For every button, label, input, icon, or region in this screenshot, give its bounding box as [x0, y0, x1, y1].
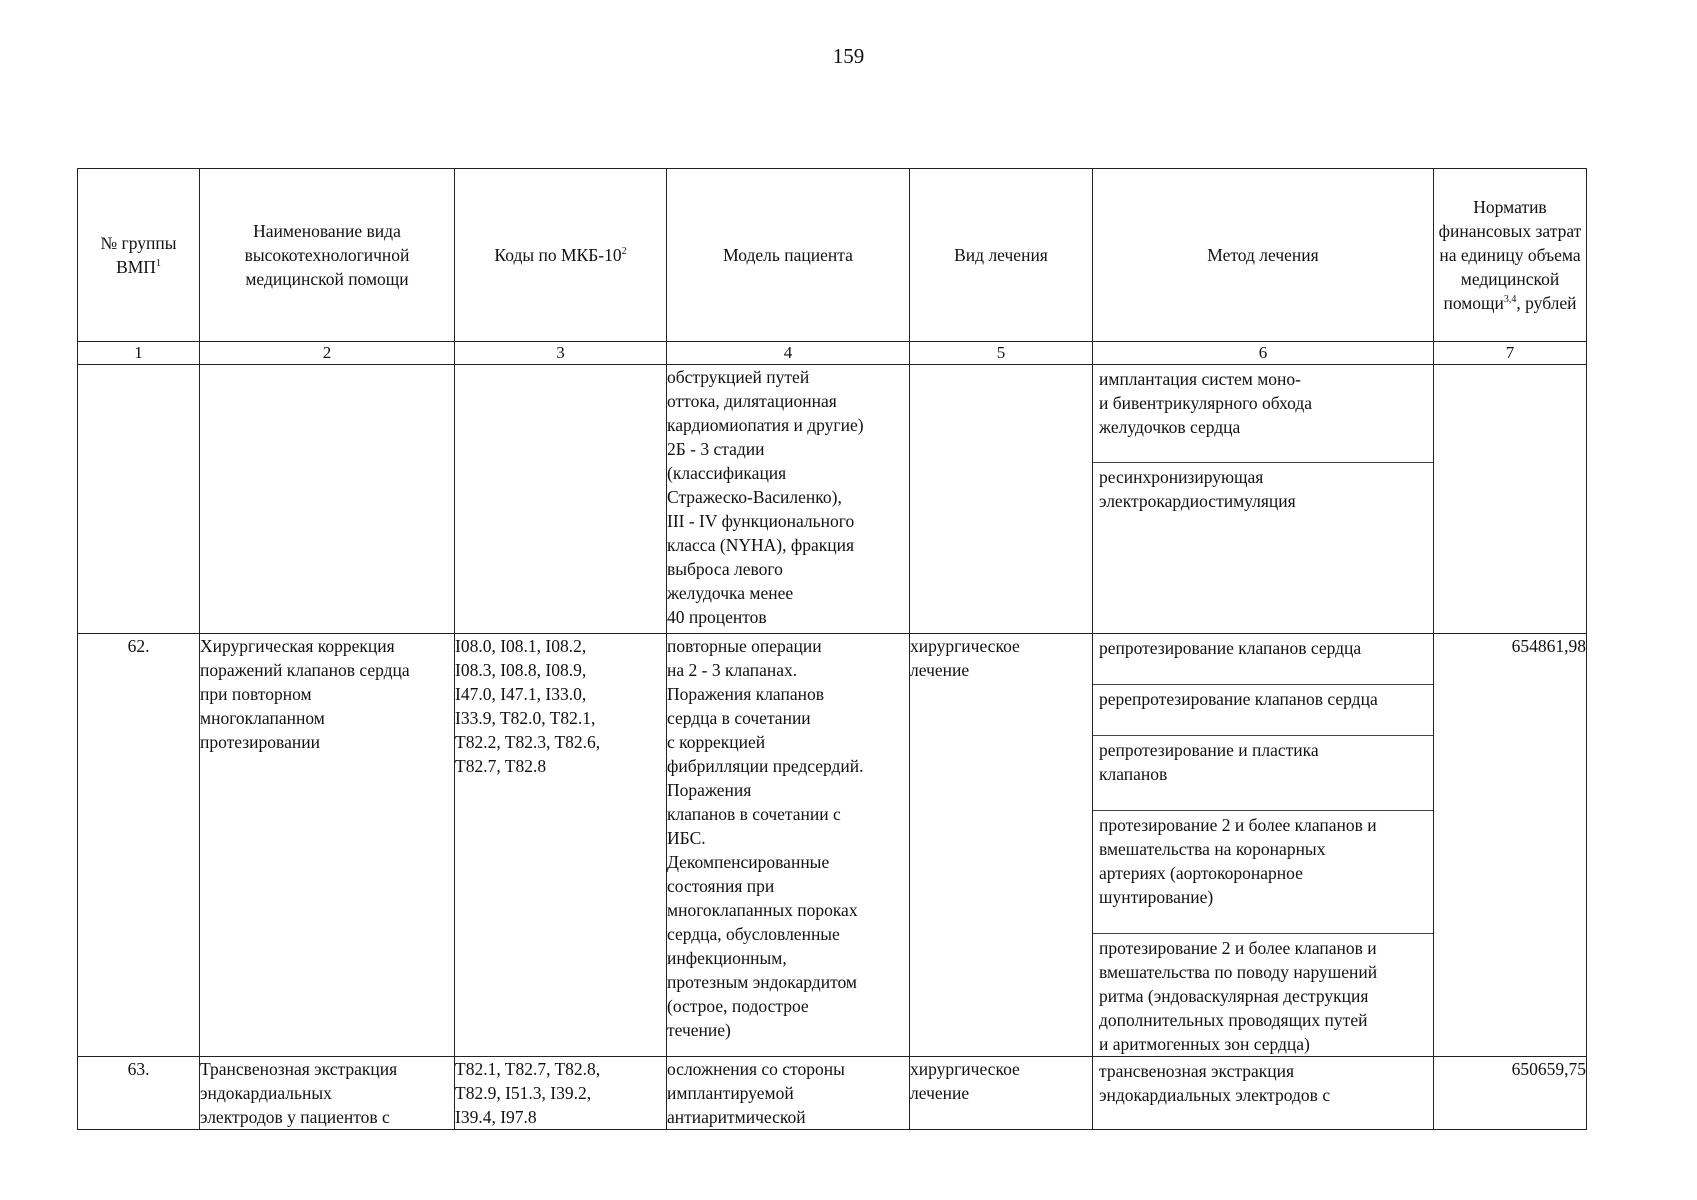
column-number: 5 [910, 342, 1093, 365]
group-number: 62. [78, 634, 200, 1057]
column-number: 6 [1093, 342, 1434, 365]
icd-codes [455, 365, 667, 634]
column-number: 1 [78, 342, 200, 365]
column-number: 4 [667, 342, 910, 365]
patient-model: осложнения со стороны имплантируемой антиаритмической [667, 1057, 910, 1130]
treatment-method: трансвенозная экстракция эндокардиальных электродов с [1099, 1061, 1331, 1105]
icd-codes: T82.1, T82.7, T82.8, T82.9, I51.3, I39.2, I39.4, I97.8 [455, 1057, 667, 1130]
treatment-method: ресинхронизирующая электрокардиостимуляция [1099, 467, 1296, 511]
care-type-name: Трансвенозная экстракция эндокардиальных электродов у пациентов с [200, 1057, 455, 1130]
header-group-number: № группы ВМП$^1$ [78, 169, 200, 342]
patient-model: обструкцией путей оттока, дилятационная кардиомиопатия и другие) 2Б - 3 стадии (классификация Стражеско-Василенко), III - IV функционального класса (NYHA), фракция выброса левого желудочка менее 40 процентов [667, 365, 910, 634]
column-number-row [78, 342, 1587, 365]
treatment-methods [1093, 1057, 1434, 1130]
header-care-type: Наименование вида высокотехнологичной медицинской помощи [200, 169, 455, 342]
care-type-name: Хирургическая коррекция поражений клапанов сердца при повторном многоклапанном протезировании [200, 634, 455, 1057]
cost-standard: 650659,75 [1434, 1057, 1587, 1130]
cost-standard [1434, 365, 1587, 634]
vmp-table [77, 168, 1587, 1130]
header-icd-codes: Коды по МКБ-$10^2$ [455, 169, 667, 342]
header-row [78, 169, 1587, 342]
treatment-method: протезирование 2 и более клапанов и вмешательства по поводу нарушений ритма (эндоваскулярная деструкция дополнительных проводящих путей и аритмогенных зон сердца) [1099, 938, 1378, 1054]
treatment-method: имплантация систем моно- и бивентрикулярного обхода желудочков сердца [1093, 365, 1433, 463]
treatment-type [910, 365, 1093, 634]
group-number: 63. [78, 1057, 200, 1130]
header-treatment-type: Вид лечения [910, 169, 1093, 342]
header-treatment-method: Метод лечения [1093, 169, 1434, 342]
table-row [78, 365, 1587, 634]
column-number: 3 [455, 342, 667, 365]
column-number: 2 [200, 342, 455, 365]
treatment-methods [1093, 365, 1434, 634]
treatment-type: хирургическое лечение [910, 1057, 1093, 1130]
icd-codes: I08.0, I08.1, I08.2, I08.3, I08.8, I08.9, I47.0, I47.1, I33.0, I33.9, T82.0, T82.1, T82.2, T82.3, T82.6, T82.7, T82.8 [455, 634, 667, 1057]
treatment-methods [1093, 634, 1434, 1057]
page-number: 159 [832, 44, 865, 68]
cost-standard: 654861,98 [1434, 634, 1587, 1057]
header-cost-standard: Норматив финансовых затрат на единицу объема медицинской помощи$^{3,4}$, рублей [1434, 169, 1587, 342]
treatment-type: хирургическое лечение [910, 634, 1093, 1057]
column-number: 7 [1434, 342, 1587, 365]
table-row [78, 1057, 1587, 1130]
group-number [78, 365, 200, 634]
treatment-method: репротезирование и пластика клапанов [1093, 736, 1433, 811]
treatment-method: ререпротезирование клапанов сердца [1093, 685, 1433, 736]
care-type-name [200, 365, 455, 634]
treatment-method: протезирование 2 и более клапанов и вмешательства на коронарных артериях (аортокоронарное шунтирование) [1093, 811, 1433, 934]
patient-model: повторные операции на 2 - 3 клапанах. Поражения клапанов сердца в сочетании с коррекцией фибрилляции предсердий. Поражения клапанов в сочетании с ИБС. Декомпенсированные состояния при многоклапанных пороках сердца, обусловленные инфекционным, протезным эндокардитом (острое, подострое течение) [667, 634, 910, 1057]
treatment-method: репротезирование клапанов сердца [1093, 634, 1433, 685]
table-row [78, 634, 1587, 1057]
header-patient-model: Модель пациента [667, 169, 910, 342]
